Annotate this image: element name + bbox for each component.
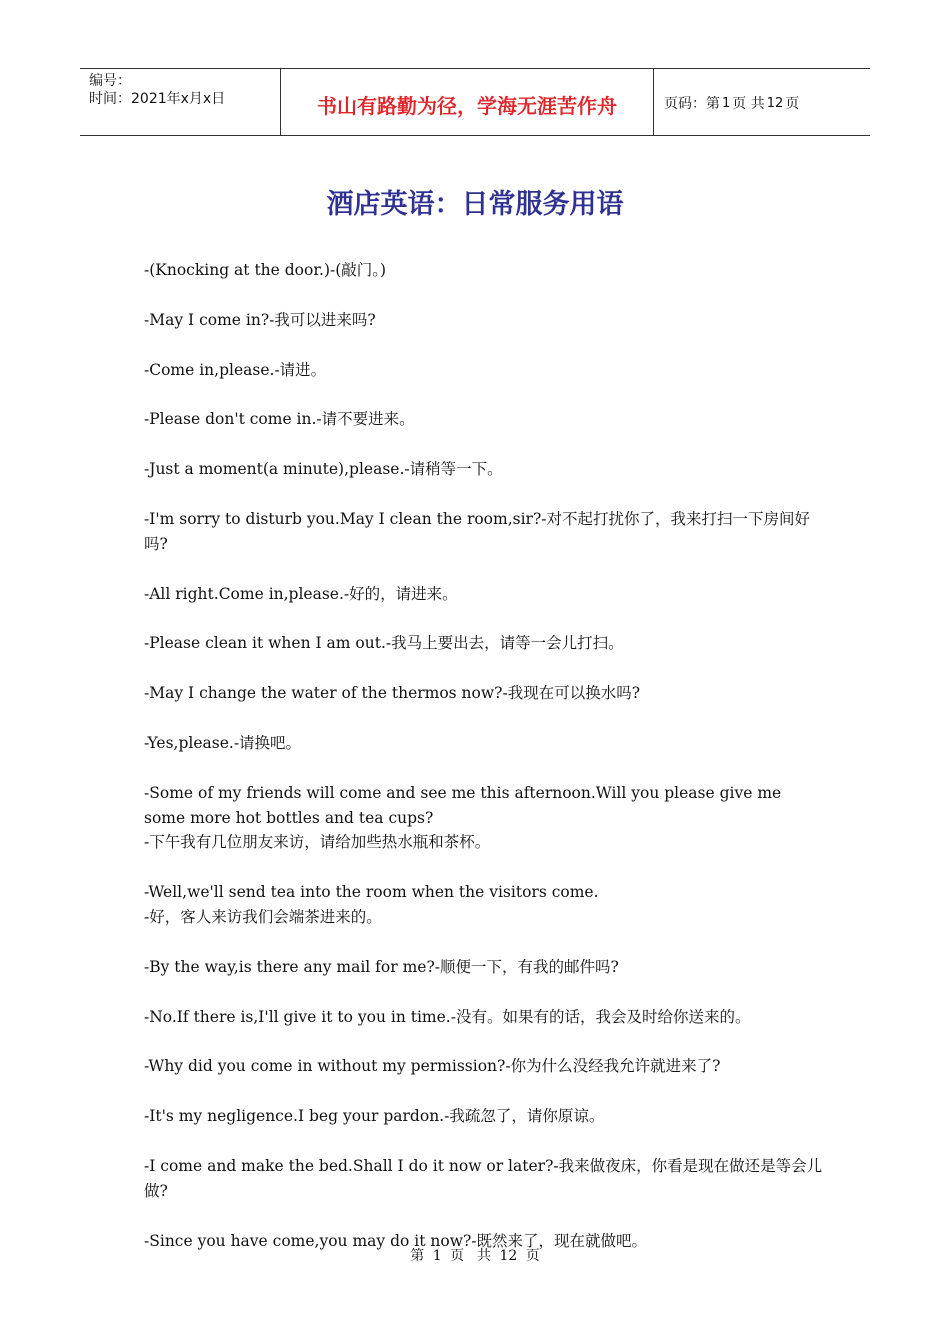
dialogue-line: -I come and make the bed.Shall I do it now or later?-我来做夜床，你看是现在做还是等会儿做? — [144, 1156, 823, 1200]
dialogue-paragraph — [144, 258, 824, 283]
dialogue-line: -Please clean it when I am out.-我马上要出去，请等一会儿打扫。 — [144, 634, 624, 653]
footer-prefix: 第 — [410, 1248, 425, 1264]
header-meta — [80, 69, 281, 135]
dialogue-paragraph — [144, 582, 824, 607]
dialogue-line: -By the way,is there any mail for me?-顺便一下，有我的邮件吗? — [144, 957, 619, 976]
dialogue-paragraph — [144, 731, 824, 756]
dialogue-line: -(Knocking at the door.)-(敲门。) — [144, 261, 387, 279]
dialogue-line: -Yes,please.-请换吧。 — [144, 733, 302, 752]
dialogue-paragraph — [144, 507, 824, 557]
dialogue-line: -Since you have come,you may do it now?-既然来了，现在就做吧。 — [144, 1231, 648, 1250]
dialogue-paragraph — [144, 880, 824, 930]
document-body — [144, 258, 824, 1278]
dialogue-line: -Please don't come in.-请不要进来。 — [144, 410, 415, 429]
dialogue-paragraph — [144, 407, 824, 432]
dialogue-paragraph — [144, 358, 824, 383]
dialogue-line: -Why did you come in without my permission?-你为什么没经我允许就进来了? — [144, 1057, 721, 1076]
page-total: 12 — [766, 95, 784, 111]
dialogue-line: -Come in,please.-请进。 — [144, 360, 327, 379]
page-suffix: 页 — [785, 96, 800, 112]
dialogue-line: -Well,we'll send tea into the room when the visitors come. — [144, 883, 599, 902]
footer-total: 12 — [499, 1248, 518, 1264]
dialogue-line: -May I come in?-我可以进来吗? — [144, 310, 376, 329]
dialogue-paragraph — [144, 781, 824, 855]
document-title: 酒店英语：日常服务用语 — [326, 189, 624, 220]
page-current: 1 — [722, 95, 731, 111]
footer-mid1: 页 — [450, 1248, 465, 1264]
dialogue-line: -I'm sorry to disturb you.May I clean the room,sir?-对不起打扰你了，我来打扫一下房间好吗? — [144, 509, 811, 553]
header-table — [80, 68, 870, 136]
dialogue-paragraph — [144, 457, 824, 482]
page-mid: 页 共 — [732, 96, 765, 112]
header-motto: 书山有路勤为径，学海无涯苦作舟 — [281, 69, 654, 135]
document-number-label: 编号： — [89, 73, 131, 89]
dialogue-paragraph — [144, 1154, 824, 1204]
dialogue-paragraph — [144, 631, 824, 656]
footer-mid2: 共 — [477, 1248, 491, 1264]
dialogue-line: -It's my negligence.I beg your pardon.-我疏忽了，请你原谅。 — [144, 1107, 605, 1126]
footer-suffix: 页 — [525, 1248, 540, 1264]
document-time-label: 时间：2021年x月x日 — [89, 91, 226, 107]
page-footer — [0, 1245, 950, 1265]
page-prefix: 页码：第 — [664, 96, 720, 112]
dialogue-paragraph — [144, 308, 824, 333]
dialogue-paragraph — [144, 1005, 824, 1030]
dialogue-line: -May I change the water of the thermos now?-我现在可以换水吗? — [144, 684, 641, 703]
dialogue-line: -Some of my friends will come and see me this afternoon.Will you please give me some more hot bottles and tea cups? — [144, 783, 782, 827]
dialogue-line: -好，客人来访我们会端茶进来的。 — [144, 907, 382, 926]
dialogue-line: -Just a moment(a minute),please.-请稍等一下。 — [144, 460, 503, 479]
dialogue-line: -No.If there is,I'll give it to you in time.-没有。如果有的话，我会及时给你送来的。 — [144, 1007, 751, 1026]
dialogue-line: -下午我有几位朋友来访，请给加些热水瓶和茶杯。 — [144, 833, 491, 852]
footer-current: 1 — [432, 1248, 442, 1264]
dialogue-paragraph — [144, 681, 824, 706]
dialogue-paragraph — [144, 1054, 824, 1079]
dialogue-line: -All right.Come in,please.-好的，请进来。 — [144, 584, 458, 603]
header-page-info — [654, 69, 870, 135]
dialogue-paragraph — [144, 955, 824, 980]
dialogue-paragraph — [144, 1104, 824, 1129]
